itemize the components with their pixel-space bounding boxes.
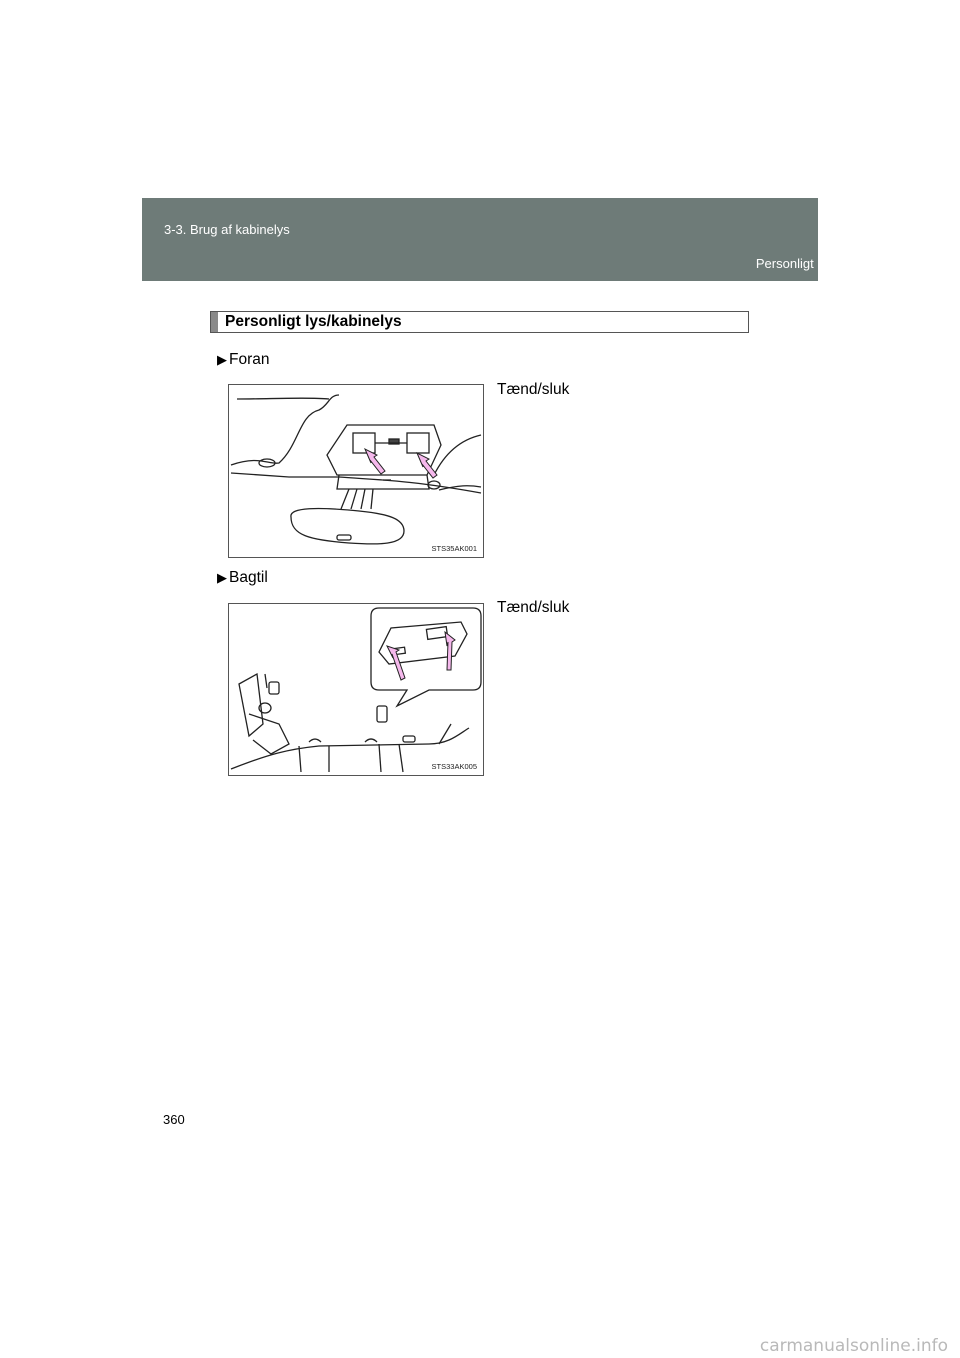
page-number: 360 bbox=[163, 1112, 185, 1127]
bullet-front bbox=[217, 351, 270, 369]
figure-code-rear: STS33AK005 bbox=[431, 762, 477, 771]
caption-rear: Tænd/sluk bbox=[497, 599, 570, 616]
chapter-header-band bbox=[142, 198, 818, 281]
caption-front: Tænd/sluk bbox=[497, 381, 570, 398]
chapter-topic-title: Personligt lys/kabinelys bbox=[755, 256, 891, 271]
chapter-section-title: 3-3. Brug af kabinelys bbox=[164, 222, 290, 237]
bullet-rear-label: Bagtil bbox=[229, 569, 268, 586]
front-overhead-console-illustration bbox=[229, 385, 483, 557]
heading-accent-bar bbox=[211, 312, 218, 332]
figure-code-front: STS35AK001 bbox=[431, 544, 477, 553]
bullet-front-label: Foran bbox=[229, 351, 270, 368]
triangle-bullet-icon: ▶ bbox=[217, 352, 227, 367]
bullet-rear bbox=[217, 569, 268, 587]
section-heading bbox=[210, 311, 749, 333]
figure-front-lights bbox=[228, 384, 484, 558]
rear-cabin-light-illustration bbox=[229, 604, 483, 775]
watermark-text: carmanualsonline.info bbox=[759, 1336, 948, 1356]
triangle-bullet-icon: ▶ bbox=[217, 570, 227, 585]
section-heading-text: Personligt lys/kabinelys bbox=[225, 313, 402, 330]
figure-rear-lights bbox=[228, 603, 484, 776]
